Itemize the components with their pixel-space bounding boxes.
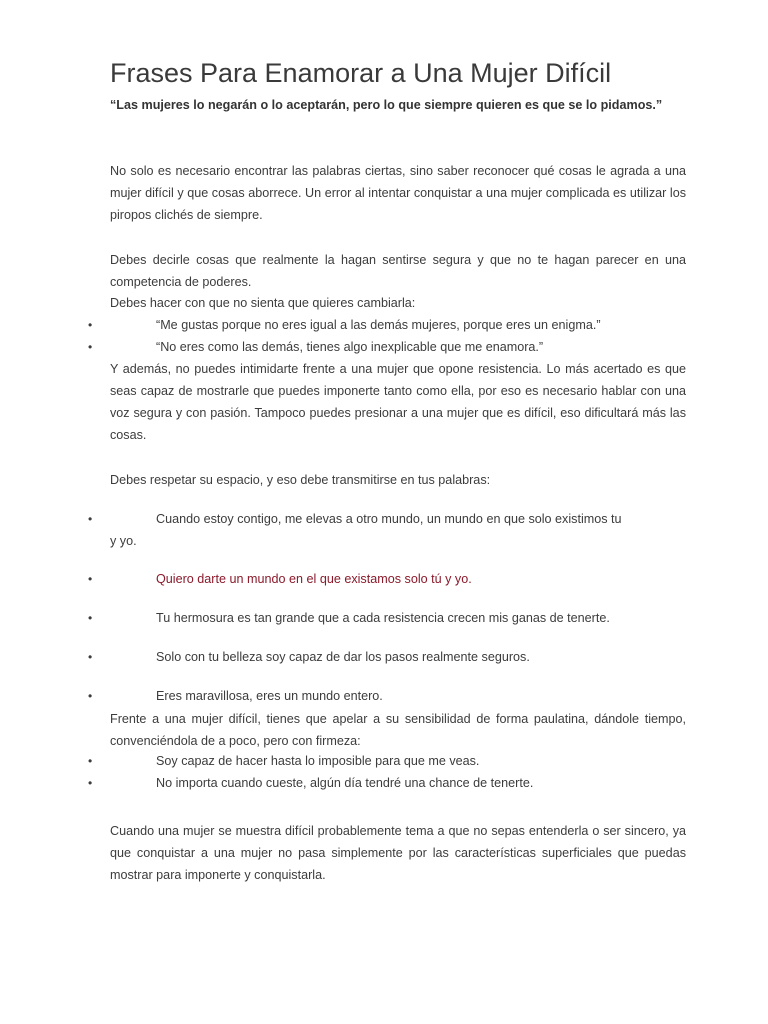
paragraph-2: Debes decirle cosas que realmente la hagan sentirse segura y que no te hagan parecer en una competencia de poderes. <box>110 253 686 289</box>
page-title: Frases Para Enamorar a Una Mujer Difícil <box>110 58 612 88</box>
list-item-text-highlighted: Quiero darte un mundo en el que existamos solo tú y yo. <box>156 572 472 586</box>
bullet-icon: • <box>88 611 93 625</box>
bullet-icon: • <box>88 776 93 790</box>
list-item-text: Soy capaz de hacer hasta lo imposible para que me veas. <box>156 754 480 768</box>
paragraph-7: Cuando una mujer se muestra difícil probablemente tema a que no sepas entenderla o ser sincero, ya que conquistar a una mujer no pasa simplemente por las características superficiales que puedas mostrar para imponerte y conquistarla. <box>110 824 686 882</box>
paragraph-5: Debes respetar su espacio, y eso debe transmitirse en tus palabras: <box>110 473 491 487</box>
list-item-text: Tu hermosura es tan grande que a cada resistencia crecen mis ganas de tenerte. <box>156 611 610 625</box>
list-item-text: Eres maravillosa, eres un mundo entero. <box>156 689 383 703</box>
bullet-icon: • <box>88 572 93 586</box>
bullet-icon: • <box>88 689 93 703</box>
list-item-text: No importa cuando cueste, algún día tendré una chance de tenerte. <box>156 776 534 790</box>
list-item-text: “No eres como las demás, tienes algo inexplicable que me enamora.” <box>156 340 544 354</box>
paragraph-4: Y además, no puedes intimidarte frente a una mujer que opone resistencia. Lo más acertado es que seas capaz de mostrarle que puedes imponerte tanto como ella, por eso es necesario hablar con una voz segura y con pasión. Tampoco puedes presionar a una mujer que es difícil, eso dificultará más las cosas. <box>110 362 686 442</box>
opening-quote: “Las mujeres lo negarán o lo aceptarán, pero lo que siempre quieren es que se lo pidamos.” <box>110 98 663 112</box>
list-item-continuation: y yo. <box>110 534 137 548</box>
bullet-icon: • <box>88 754 93 768</box>
bullet-icon: • <box>88 650 93 664</box>
bullet-icon: • <box>88 512 93 526</box>
list-item-text: Solo con tu belleza soy capaz de dar los pasos realmente seguros. <box>156 650 530 664</box>
bullet-icon: • <box>88 340 93 354</box>
list-item-text: Cuando estoy contigo, me elevas a otro mundo, un mundo en que solo existimos tu <box>156 512 622 526</box>
paragraph-1: No solo es necesario encontrar las palabras ciertas, sino saber reconocer qué cosas le agrada a una mujer difícil y que cosas aborrece. Un error al intentar conquistar a una mujer complicada es utilizar los piropos clichés de siempre. <box>110 164 686 222</box>
bullet-icon: • <box>88 318 93 332</box>
list-item-text: “Me gustas porque no eres igual a las demás mujeres, porque eres un enigma.” <box>156 318 601 332</box>
paragraph-6: Frente a una mujer difícil, tienes que apelar a su sensibilidad de forma paulatina, dándole tiempo, convenciéndola de a poco, pero con firmeza: <box>110 712 686 748</box>
paragraph-3: Debes hacer con que no sienta que quieres cambiarla: <box>110 296 416 310</box>
